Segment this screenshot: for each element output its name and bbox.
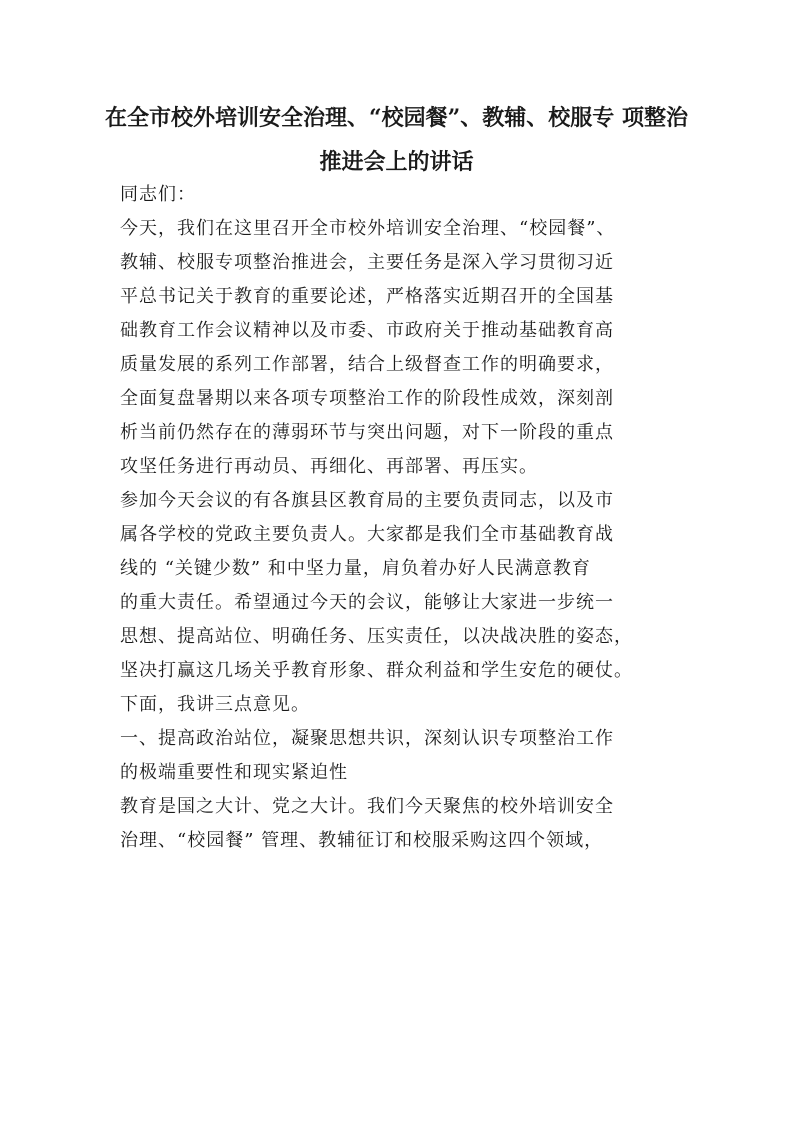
text-line: 析当前仍然存在的薄弱环节与突出问题，对下一阶段的重点 [120,422,614,443]
title-line: 在全市校外培训安全治理、“校园餐”、教辅、校服专 [105,105,615,131]
text-line: 全面复盘暑期以来各项专项整治工作的阶段性成效，深刻剖 [120,388,614,409]
text-line: 的重大责任。希望通过今天的会议，能够让大家进一步统一 [120,592,614,613]
text-line: 平总书记关于教育的重要论述，严格落实近期召开的全国基 [120,286,614,307]
text-line: 思想、提高站位、明确任务、压实责任，以决战决胜的姿态， [120,626,633,647]
text-line: 下面，我讲三点意见。 [120,694,310,715]
section-heading-one [120,722,680,790]
text-line: 坚决打赢这几场关乎教育形象、群众利益和学生安危的硬仗。 [120,660,633,681]
text-line: 参加今天会议的有各旗县区教育局的主要负责同志，以及市 [120,490,614,511]
text-line: 教辅、校服专项整治推进会，主要任务是深入学习贯彻习近 [120,252,614,273]
salutation [120,178,680,212]
paragraph-opening [120,212,680,484]
text-line: 攻坚任务进行再动员、再细化、再部署、再压实。 [120,456,538,477]
text-line: 今天，我们在这里召开全市校外培训安全治理、“校园餐”、 [120,218,616,239]
text-line: 线的 “关键少数” 和中坚力量，肩负着办好人民满意教育 [120,558,591,579]
text-line: 础教育工作会议精神以及市委、市政府关于推动基础教育高 [120,320,614,341]
text-line: 的极端重要性和现实紧迫性 [120,762,348,783]
title-line: 项整治推进会上的讲话 [319,105,688,175]
text-line: 教育是国之大计、党之大计。我们今天聚焦的校外培训安全 [120,796,614,817]
text-line: 一、提高政治站位，凝聚思想共识，深刻认识专项整治工作 [120,728,614,749]
text-line: 属各学校的党政主要负责人。大家都是我们全市基础教育战 [120,524,614,545]
text-line: 质量发展的系列工作部署，结合上级督查工作的明确要求， [120,354,614,375]
salutation-text: 同志们： [120,184,196,205]
paragraph-section-one [120,790,680,858]
document-body [120,178,680,858]
document-title [100,96,693,184]
text-line: 治理、“校园餐” 管理、教辅征订和校服采购这四个领域， [120,830,604,851]
paragraph-attendees [120,484,680,722]
